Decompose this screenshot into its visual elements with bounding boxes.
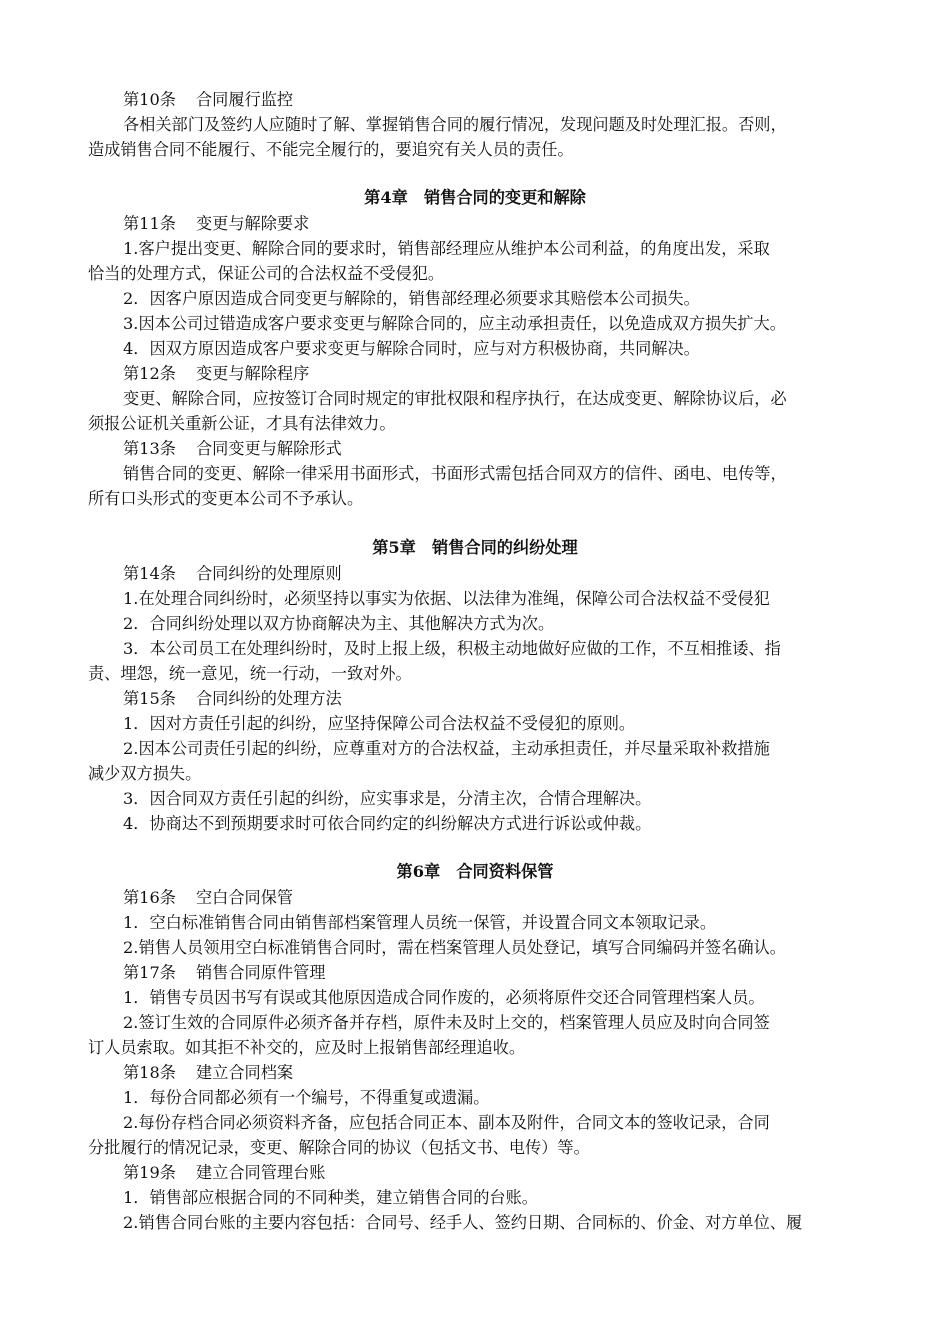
article-number: 第14条 (123, 564, 176, 583)
paragraph-line: 减少双方损失。 (88, 764, 202, 783)
article-heading (123, 689, 342, 709)
chapter-heading: 第6章 合同资料保管 (396, 862, 554, 881)
article-heading (123, 963, 325, 983)
article-title: 建立合同管理台账 (195, 1163, 326, 1182)
article-title: 建立合同档案 (195, 1063, 294, 1082)
article-number: 第12条 (123, 364, 176, 383)
paragraph-line: 2.签订生效的合同原件必须齐备并存档，原件未及时上交的，档案管理人员应及时向合同签 (123, 1013, 770, 1032)
paragraph-line: 2.每份存档合同必须资料齐备，应包括合同正本、副本及附件，合同文本的签收记录，合同 (123, 1113, 770, 1132)
paragraph-line: 订人员索取。如其拒不补交的，应及时上报销售部经理追收。 (88, 1038, 526, 1057)
article-heading (123, 364, 309, 384)
article-title: 合同纠纷的处理原则 (195, 564, 342, 583)
article-number: 第15条 (123, 689, 176, 708)
paragraph-line: 销售合同的变更、解除一律采用书面形式，书面形式需包括合同双方的信件、函电、电传等， (123, 464, 787, 483)
paragraph-line: 3．本公司员工在处理纠纷时，及时上报上级，积极主动地做好应做的工作，不互相推诿、指 (123, 639, 781, 658)
article-title: 销售合同原件管理 (195, 963, 326, 982)
paragraph-line: 须报公证机关重新公证，才具有法律效力。 (88, 414, 396, 433)
article-number: 第13条 (123, 439, 176, 458)
paragraph-line: 4．因双方原因造成客户要求变更与解除合同时，应与对方积极协商，共同解决。 (123, 339, 700, 358)
paragraph-line: 4．协商达不到预期要求时可依合同约定的纠纷解决方式进行诉讼或仲裁。 (123, 814, 652, 833)
paragraph-line: 所有口头形式的变更本公司不予承认。 (88, 489, 364, 508)
article-heading (123, 888, 293, 908)
paragraph-line: 3.因本公司过错造成客户要求变更与解除合同的，应主动承担责任，以免造成双方损失扩大。 (123, 314, 786, 333)
paragraph-line: 各相关部门及签约人应随时了解、掌握销售合同的履行情况，发现问题及时处理汇报。否则， (123, 115, 787, 134)
article-heading (123, 439, 342, 459)
paragraph-line: 1．每份合同都必须有一个编号，不得重复或遗漏。 (123, 1088, 490, 1107)
article-number: 第19条 (123, 1163, 176, 1182)
paragraph-line: 1．销售专员因书写有误或其他原因造成合同作废的，必须将原件交还合同管理档案人员。 (123, 988, 765, 1007)
paragraph-line: 责、埋怨，统一意见，统一行动，一致对外。 (88, 664, 412, 683)
paragraph-line: 恰当的处理方式，保证公司的合法权益不受侵犯。 (88, 264, 445, 283)
article-heading (123, 214, 309, 234)
article-title: 合同纠纷的处理方法 (195, 689, 342, 708)
paragraph-line: 3．因合同双方责任引起的纠纷，应实事求是，分清主次，合情合理解决。 (123, 789, 652, 808)
paragraph-line: 2.销售人员领用空白标准销售合同时，需在档案管理人员处登记，填写合同编码并签名确认。 (123, 938, 786, 957)
chapter-heading: 第4章 销售合同的变更和解除 (364, 188, 586, 207)
article-heading (123, 1063, 293, 1083)
paragraph-line: 1．销售部应根据合同的不同种类，建立销售合同的台账。 (123, 1188, 538, 1207)
paragraph-line: 1．因对方责任引起的纠纷，应坚持保障公司合法权益不受侵犯的原则。 (123, 714, 636, 733)
article-number: 第16条 (123, 888, 176, 907)
paragraph-line: 1.客户提出变更、解除合同的要求时，销售部经理应从维护本公司利益，的角度出发，采取 (123, 239, 770, 258)
article-heading (123, 564, 342, 584)
paragraph-line: 变更、解除合同，应按签订合同时规定的审批权限和程序执行，在达成变更、解除协议后，必 (123, 389, 787, 408)
article-title: 空白合同保管 (195, 888, 294, 907)
article-heading (123, 90, 293, 110)
paragraph-line: 1.在处理合同纠纷时，必须坚持以事实为依据、以法律为准绳，保障公司合法权益不受侵犯 (123, 589, 770, 608)
article-title: 变更与解除要求 (195, 214, 310, 233)
article-number: 第18条 (123, 1063, 176, 1082)
article-heading (123, 1163, 325, 1183)
article-title: 合同履行监控 (195, 90, 294, 109)
paragraph-line: 1．空白标准销售合同由销售部档案管理人员统一保管，并设置合同文本领取记录。 (123, 913, 717, 932)
article-number: 第11条 (123, 214, 176, 233)
paragraph-line: 2．因客户原因造成合同变更与解除的，销售部经理必须要求其赔偿本公司损失。 (123, 289, 700, 308)
paragraph-line: 2.销售合同台账的主要内容包括：合同号、经手人、签约日期、合同标的、价金、对方单位、履 (123, 1213, 803, 1232)
article-number: 第10条 (123, 90, 176, 109)
chapter-heading: 第5章 销售合同的纠纷处理 (372, 538, 578, 557)
article-title: 合同变更与解除形式 (195, 439, 342, 458)
article-title: 变更与解除程序 (195, 364, 310, 383)
paragraph-line: 2．合同纠纷处理以双方协商解决为主、其他解决方式为次。 (123, 614, 555, 633)
article-number: 第17条 (123, 963, 176, 982)
paragraph-line: 2.因本公司责任引起的纠纷，应尊重对方的合法权益，主动承担责任，并尽量采取补救措施 (123, 739, 770, 758)
paragraph-line: 分批履行的情况记录，变更、解除合同的协议（包括文书、电传）等。 (88, 1138, 590, 1157)
paragraph-line: 造成销售合同不能履行、不能完全履行的，要追究有关人员的责任。 (88, 140, 574, 159)
